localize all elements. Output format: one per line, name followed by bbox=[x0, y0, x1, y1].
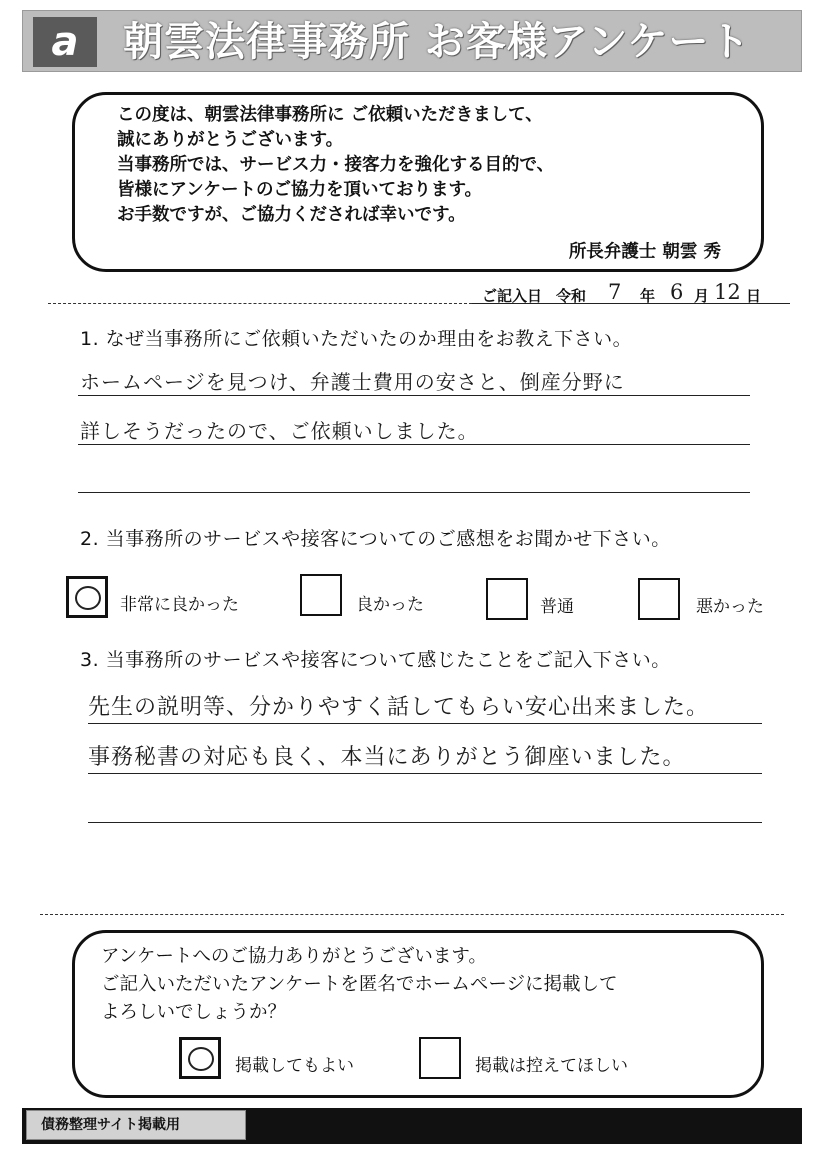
q3-answer-line: 事務秘書の対応も良く、本当にありがとう御座いました。 bbox=[88, 745, 686, 770]
option-label-very-good: 非常に良かった bbox=[120, 595, 239, 615]
firm-logo: a bbox=[33, 17, 97, 67]
greeting-line: 当事務所では、サービス力・接客力を強化する目的で、 bbox=[117, 155, 555, 175]
q1-answer-line: 詳しそうだったので、ご依頼いしました。 bbox=[80, 419, 479, 443]
greeting-line: お手数ですが、ご協力くだされば幸いです。 bbox=[117, 205, 466, 225]
answer-rule bbox=[78, 492, 750, 493]
greeting-text bbox=[117, 103, 554, 228]
divider bbox=[48, 303, 472, 304]
footer-tag: 債務整理サイト掲載用 bbox=[26, 1110, 246, 1140]
date-era: 令和 bbox=[556, 287, 587, 305]
question-1: 1. なぜ当事務所にご依頼いただいたのか理由をお教え下さい。 bbox=[80, 328, 633, 350]
checkbox-publish-no[interactable] bbox=[419, 1037, 461, 1079]
greeting-line: この度は、朝雲法律事務所に ご依頼いただきまして、 bbox=[117, 105, 543, 125]
answer-rule bbox=[88, 723, 762, 724]
date-month-unit: 月 bbox=[694, 287, 710, 305]
date-day: 12 bbox=[714, 280, 741, 304]
consent-text bbox=[101, 943, 618, 1027]
greeting-line: 誠にありがとうございます。 bbox=[117, 130, 344, 150]
question-2: 2. 当事務所のサービスや接客についてのご感想をお聞かせ下さい。 bbox=[80, 528, 671, 550]
consent-line: アンケートへのご協力ありがとうございます。 bbox=[101, 946, 487, 967]
checkbox-very-good[interactable] bbox=[66, 576, 108, 618]
answer-rule bbox=[78, 444, 750, 445]
consent-line: ご記入いただいたアンケートを匿名でホームページに掲載して bbox=[101, 974, 618, 995]
date-underline bbox=[472, 303, 790, 304]
q3-answer-line: 先生の説明等、分かりやすく話してもらい安心出来ました。 bbox=[88, 695, 710, 720]
question-3: 3. 当事務所のサービスや接客について感じたことをご記入下さい。 bbox=[80, 649, 671, 671]
date-year: 7 bbox=[608, 280, 622, 304]
answer-rule bbox=[88, 773, 762, 774]
date-year-unit: 年 bbox=[640, 287, 656, 305]
option-label-publish-no: 掲載は控えてほしい bbox=[475, 1056, 628, 1076]
option-label-bad: 悪かった bbox=[696, 597, 764, 617]
q1-answer-line: ホームページを見つけ、弁護士費用の安さと、倒産分野に bbox=[80, 370, 625, 394]
greeting-line: 皆様にアンケートのご協力を頂いております。 bbox=[117, 180, 483, 200]
circle-mark-icon bbox=[75, 586, 101, 610]
checkbox-good[interactable] bbox=[300, 574, 342, 616]
greeting-box bbox=[72, 92, 764, 272]
consent-line: よろしいでしょうか？ bbox=[101, 1002, 287, 1023]
answer-rule bbox=[88, 822, 762, 823]
circle-mark-icon bbox=[188, 1047, 214, 1071]
footer-bar bbox=[22, 1108, 802, 1144]
checkbox-publish-ok[interactable] bbox=[179, 1037, 221, 1079]
consent-box bbox=[72, 930, 764, 1098]
date-month: 6 bbox=[670, 280, 684, 304]
divider bbox=[40, 914, 784, 915]
date-label: ご記入日 bbox=[482, 287, 543, 305]
option-label-average: 普通 bbox=[540, 597, 574, 617]
answer-rule bbox=[78, 395, 750, 396]
signature: 所長弁護士 朝雲 秀 bbox=[568, 242, 721, 262]
option-label-good: 良かった bbox=[356, 595, 424, 615]
checkbox-bad[interactable] bbox=[638, 578, 680, 620]
checkbox-average[interactable] bbox=[486, 578, 528, 620]
date-day-unit: 日 bbox=[746, 287, 762, 305]
option-label-publish-ok: 掲載してもよい bbox=[235, 1056, 354, 1076]
header-banner bbox=[22, 10, 802, 72]
page-title: 朝雲法律事務所 お客様アンケート bbox=[123, 19, 751, 65]
